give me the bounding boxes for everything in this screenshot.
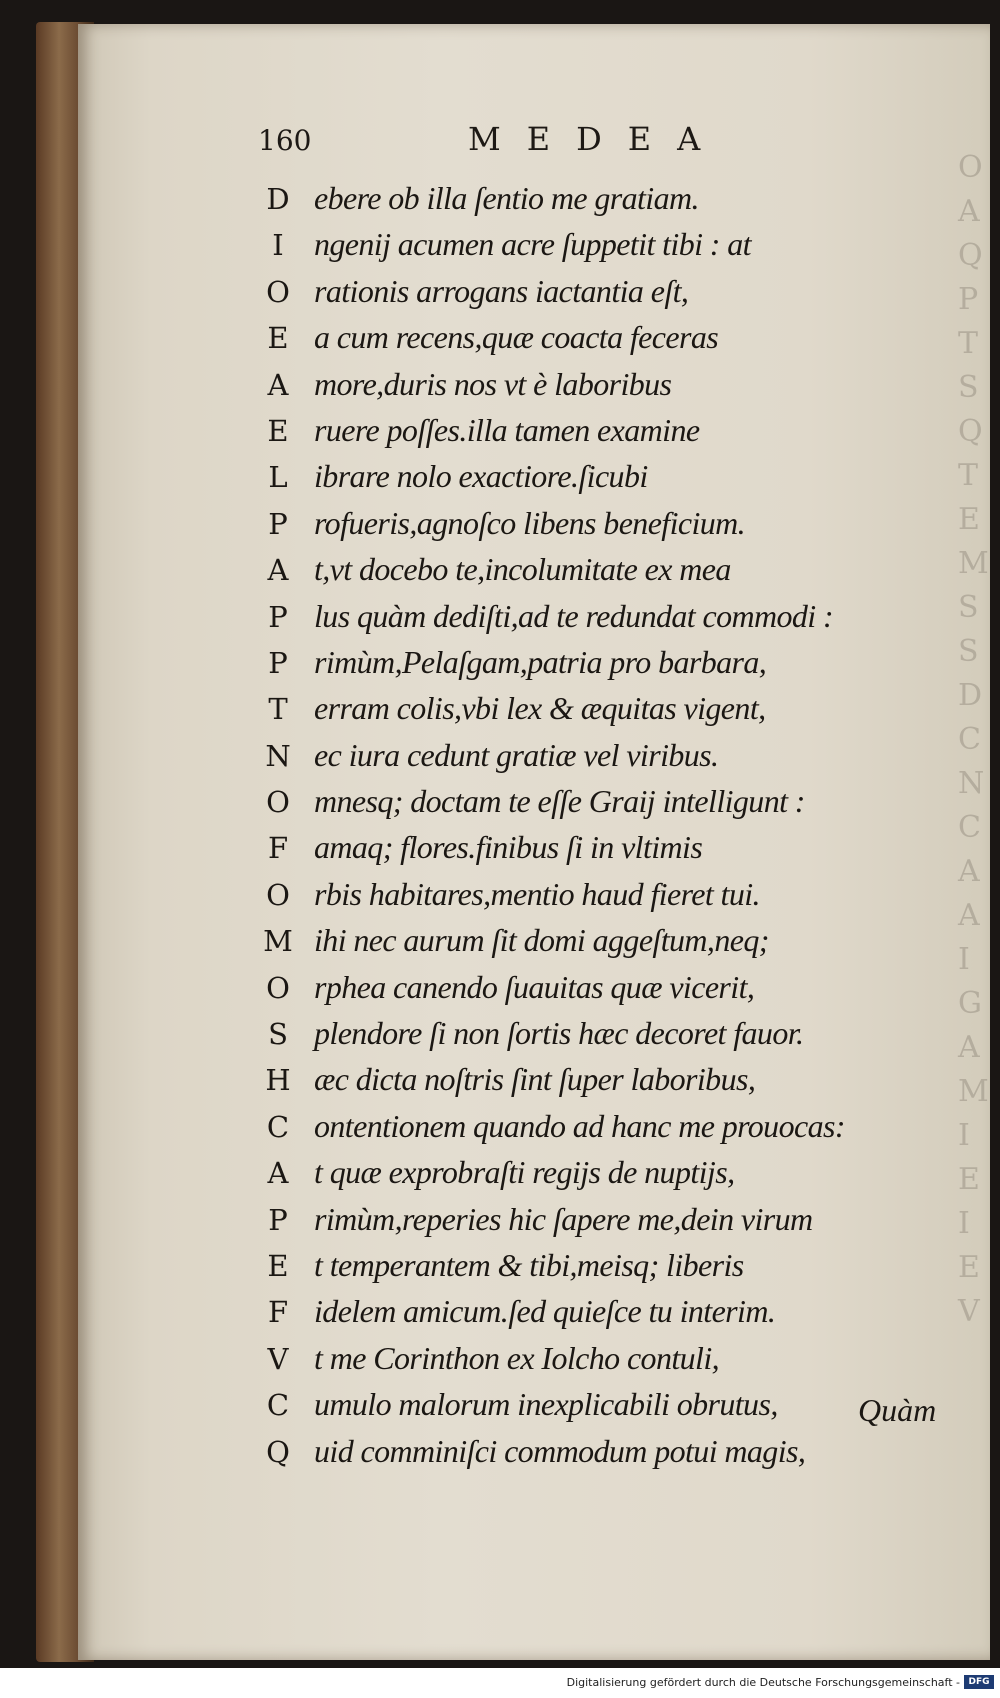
verse-line	[258, 1104, 958, 1150]
verse-line	[258, 1011, 958, 1057]
verse-line	[258, 408, 958, 454]
verse-text: ec iura cedunt gratiæ vel viribus.	[314, 736, 719, 773]
acrostic-initial: C	[266, 1109, 290, 1144]
verse-block	[258, 176, 958, 1475]
verse-text: rimùm,Pelaſgam,patria pro barbara,	[314, 643, 767, 680]
verse-text: rphea canendo ſuauitas quæ vicerit,	[314, 968, 755, 1005]
acrostic-initial: A	[267, 367, 289, 402]
verse-text: amaq; flores.finibus ſi in vltimis	[314, 829, 703, 866]
verse-text: rationis arrogans iactantia eſt,	[314, 272, 689, 309]
verse-text: t me Corinthon ex Iolcho contuli,	[314, 1339, 720, 1376]
verse-text: ngenij acumen acre ſuppetit tibi : at	[314, 226, 751, 263]
acrostic-initial: V	[267, 1341, 289, 1376]
running-title: MEDEA	[468, 120, 727, 158]
acrostic-initial: O	[266, 877, 290, 912]
verse-text: rbis habitares,mentio haud fieret tui.	[314, 875, 760, 912]
verse-text: mnesq; doctam te eſſe Graij intelligunt :	[314, 783, 805, 820]
verse-line	[258, 222, 958, 268]
verse-text: lus quàm dediſti,ad te redundat commodi :	[314, 597, 834, 634]
verse-text: more,duris nos vt è laboribus	[314, 365, 672, 402]
verse-text: t,vt docebo te,incolumitate ex mea	[314, 551, 731, 588]
acrostic-initial: E	[267, 321, 289, 356]
verse-text: t quæ exprobraſti regijs de nuptijs,	[314, 1154, 735, 1191]
verse-text: plendore ſi non ſortis hæc decoret fauor.	[314, 1015, 804, 1052]
verse-line	[258, 1057, 958, 1103]
acrostic-initial: L	[268, 460, 288, 495]
acrostic-initial: M	[263, 924, 293, 959]
verse-text: uid comminiſci commodum potui magis,	[314, 1432, 806, 1469]
verse-text: erram colis,vbi lex & æquitas vigent,	[314, 690, 766, 727]
verse-line	[258, 1429, 958, 1475]
acrostic-initial: Q	[266, 1434, 290, 1469]
verse-text: ontentionem quando ad hanc me prouocas:	[314, 1107, 845, 1144]
facing-page-bleed-through: O A Q P T S Q T E M S S D C N C A A I G A M I E I E V	[958, 150, 989, 1329]
dfg-logo: DFG	[964, 1675, 994, 1689]
acrostic-initial: O	[266, 970, 290, 1005]
acrostic-initial: P	[268, 645, 288, 680]
verse-text: rimùm,reperies hic ſapere me,dein virum	[314, 1200, 813, 1237]
verse-line	[258, 825, 958, 871]
verse-text: ibrare nolo exactiore.ſicubi	[314, 458, 648, 495]
verse-line	[258, 1150, 958, 1196]
page-header	[258, 120, 778, 160]
acrostic-initial: P	[268, 506, 288, 541]
catchword: Quàm	[858, 1392, 937, 1428]
acrostic-initial: N	[265, 738, 291, 773]
verse-line	[258, 269, 958, 315]
verse-text: idelem amicum.ſed quieſce tu interim.	[314, 1293, 776, 1330]
acrostic-initial: O	[266, 274, 290, 309]
acrostic-initial: S	[268, 1017, 288, 1052]
verse-line	[258, 176, 958, 222]
verse-line	[258, 362, 958, 408]
acrostic-initial: P	[268, 1202, 288, 1237]
verse-line	[258, 779, 958, 825]
acrostic-initial: A	[267, 1156, 289, 1191]
verse-line	[258, 315, 958, 361]
verse-text: umulo malorum inexplicabili obrutus,	[314, 1386, 778, 1423]
page-number: 160	[258, 124, 312, 157]
verse-text: ebere ob illa ſentio me gratiam.	[314, 180, 699, 216]
acrostic-initial: H	[265, 1063, 291, 1098]
acrostic-initial: F	[267, 831, 289, 866]
verse-line	[258, 454, 958, 500]
verse-line	[258, 965, 958, 1011]
footer-credit: Digitalisierung gefördert durch die Deutsche Forschungsgemeinschaft -	[566, 1676, 960, 1689]
verse-text: ruere poſſes.illa tamen examine	[314, 411, 700, 448]
verse-line	[258, 733, 958, 779]
verse-text: rofueris,agnoſco libens beneficium.	[314, 504, 746, 541]
acrostic-initial: O	[266, 785, 290, 820]
acrostic-initial: E	[267, 413, 289, 448]
verse-text: t temperantem & tibi,meisq; liberis	[314, 1246, 744, 1283]
verse-text: a cum recens,quæ coacta feceras	[314, 319, 719, 356]
verse-text: æc dicta noſtris ſint ſuper laboribus,	[314, 1061, 756, 1098]
acrostic-initial: P	[268, 599, 288, 634]
verse-line	[258, 686, 958, 732]
acrostic-initial: D	[266, 182, 290, 216]
verse-line	[258, 594, 958, 640]
acrostic-initial: E	[267, 1248, 289, 1283]
acrostic-initial: F	[267, 1295, 289, 1330]
acrostic-initial: I	[272, 228, 284, 263]
verse-line	[258, 872, 958, 918]
verse-line	[258, 918, 958, 964]
verse-line	[258, 640, 958, 686]
verse-line	[258, 1243, 958, 1289]
acrostic-initial: T	[268, 692, 288, 727]
verse-line	[258, 1336, 958, 1382]
acrostic-initial: C	[266, 1388, 290, 1423]
verse-line	[258, 547, 958, 593]
footer-bar	[0, 1668, 1000, 1698]
verse-line	[258, 501, 958, 547]
verse-line	[258, 1382, 958, 1428]
verse-text: ihi nec aurum ſit domi aggeſtum,neq;	[314, 922, 769, 959]
acrostic-initial: A	[267, 553, 289, 588]
verse-line	[258, 1289, 958, 1335]
verse-line	[258, 1197, 958, 1243]
